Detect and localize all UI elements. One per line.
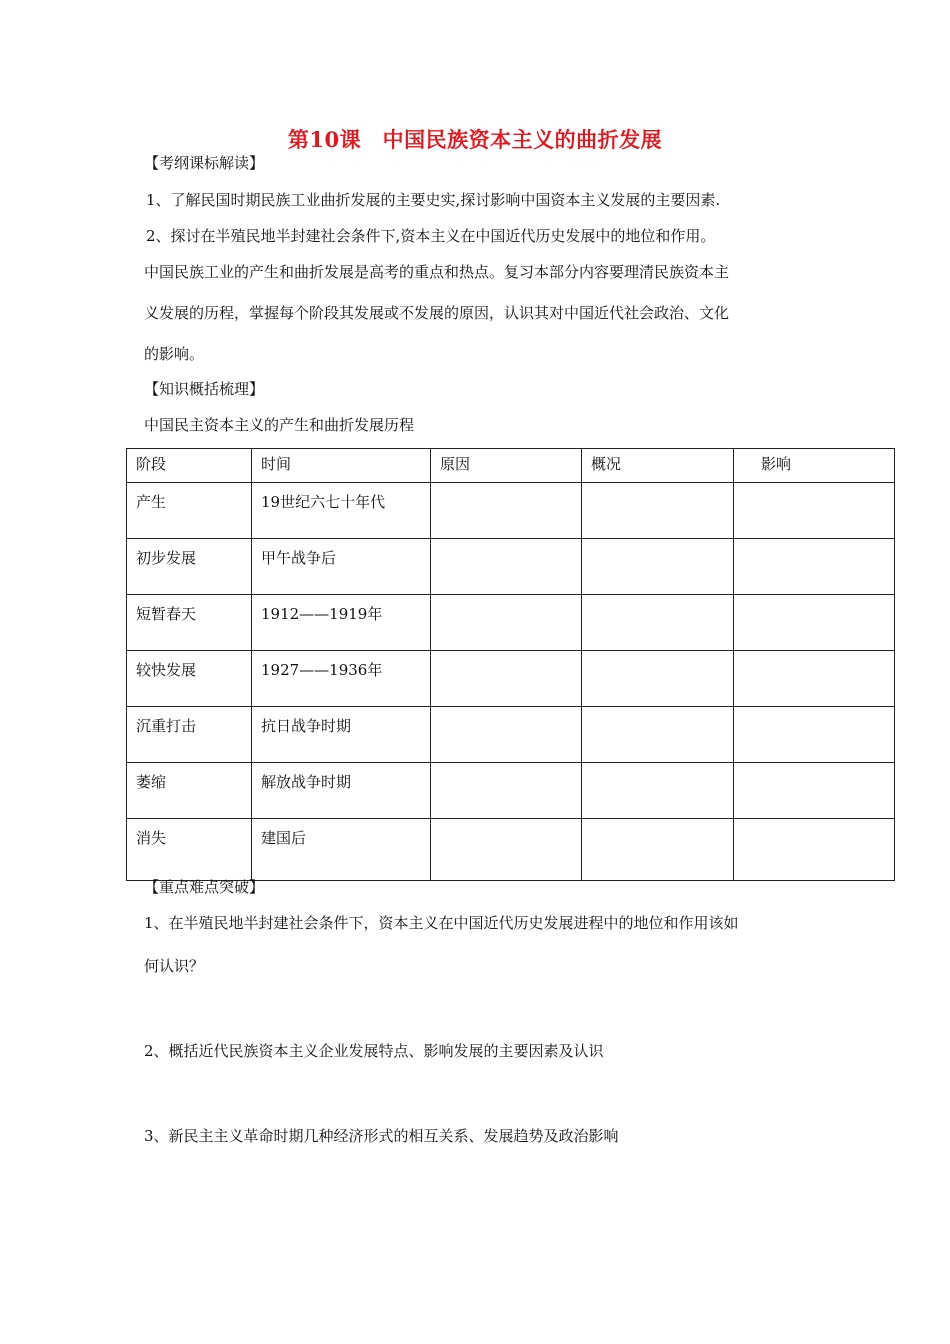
cell-cause	[431, 763, 582, 819]
table-row	[127, 595, 895, 651]
section-heading-keypoints: 【重点难点突破】	[144, 878, 265, 896]
cell-time: 1912——1919年	[252, 595, 431, 651]
cell-impact	[734, 763, 895, 819]
table-caption: 中国民主资本主义的产生和曲折发展历程	[144, 416, 415, 434]
header-stage: 阶段	[127, 449, 252, 483]
lesson-title: 第10课 中国民族资本主义的曲折发展	[287, 127, 663, 152]
cell-time: 1927——1936年	[252, 651, 431, 707]
cell-time: 抗日战争时期	[252, 707, 431, 763]
cell-stage: 萎缩	[127, 763, 252, 819]
cell-time: 19世纪六七十年代	[252, 483, 431, 539]
development-table	[126, 448, 895, 881]
cell-cause	[431, 595, 582, 651]
cell-cause	[431, 819, 582, 881]
question-1-line-1: 1、在半殖民地半封建社会条件下，资本主义在中国近代历史发展进程中的地位和作用该如	[144, 914, 739, 932]
cell-stage: 产生	[127, 483, 252, 539]
cell-stage: 较快发展	[127, 651, 252, 707]
cell-overview	[582, 707, 734, 763]
header-impact: 影响	[734, 449, 895, 483]
table-header-row	[127, 449, 895, 483]
cell-impact	[734, 483, 895, 539]
cell-impact	[734, 651, 895, 707]
cell-overview	[582, 819, 734, 881]
table-row	[127, 539, 895, 595]
syllabus-item-2: 2、探讨在半殖民地半封建社会条件下,资本主义在中国近代历史发展中的地位和作用。	[146, 227, 716, 245]
table-row	[127, 707, 895, 763]
cell-cause	[431, 483, 582, 539]
table-row	[127, 763, 895, 819]
cell-cause	[431, 539, 582, 595]
cell-overview	[582, 539, 734, 595]
cell-overview	[582, 763, 734, 819]
cell-stage: 消失	[127, 819, 252, 881]
cell-stage: 沉重打击	[127, 707, 252, 763]
section-heading-syllabus: 【考纲课标解读】	[144, 154, 265, 172]
cell-cause	[431, 707, 582, 763]
cell-overview	[582, 651, 734, 707]
cell-overview	[582, 595, 734, 651]
cell-impact	[734, 595, 895, 651]
cell-stage: 短暂春天	[127, 595, 252, 651]
header-time: 时间	[252, 449, 431, 483]
syllabus-paragraph-line-3: 的影响。	[144, 345, 205, 363]
cell-cause	[431, 651, 582, 707]
question-3: 3、新民主主义革命时期几种经济形式的相互关系、发展趋势及政治影响	[144, 1127, 619, 1145]
cell-impact	[734, 707, 895, 763]
cell-time: 建国后	[252, 819, 431, 881]
cell-time: 甲午战争后	[252, 539, 431, 595]
header-overview: 概况	[582, 449, 734, 483]
table-row	[127, 651, 895, 707]
question-1-line-2: 何认识？	[144, 957, 205, 975]
cell-stage: 初步发展	[127, 539, 252, 595]
header-cause: 原因	[431, 449, 582, 483]
cell-impact	[734, 819, 895, 881]
question-2: 2、概括近代民族资本主义企业发展特点、影响发展的主要因素及认识	[144, 1042, 604, 1060]
syllabus-item-1: 1、了解民国时期民族工业曲折发展的主要史实,探讨影响中国资本主义发展的主要因素.	[146, 191, 721, 209]
syllabus-paragraph-line-1: 中国民族工业的产生和曲折发展是高考的重点和热点。复习本部分内容要理清民族资本主	[144, 263, 730, 281]
syllabus-paragraph-line-2: 义发展的历程，掌握每个阶段其发展或不发展的原因，认识其对中国近代社会政治、文化	[144, 304, 730, 322]
table-row	[127, 483, 895, 539]
table-row	[127, 819, 895, 881]
cell-time: 解放战争时期	[252, 763, 431, 819]
cell-overview	[582, 483, 734, 539]
section-heading-knowledge: 【知识概括梳理】	[144, 380, 265, 398]
cell-impact	[734, 539, 895, 595]
